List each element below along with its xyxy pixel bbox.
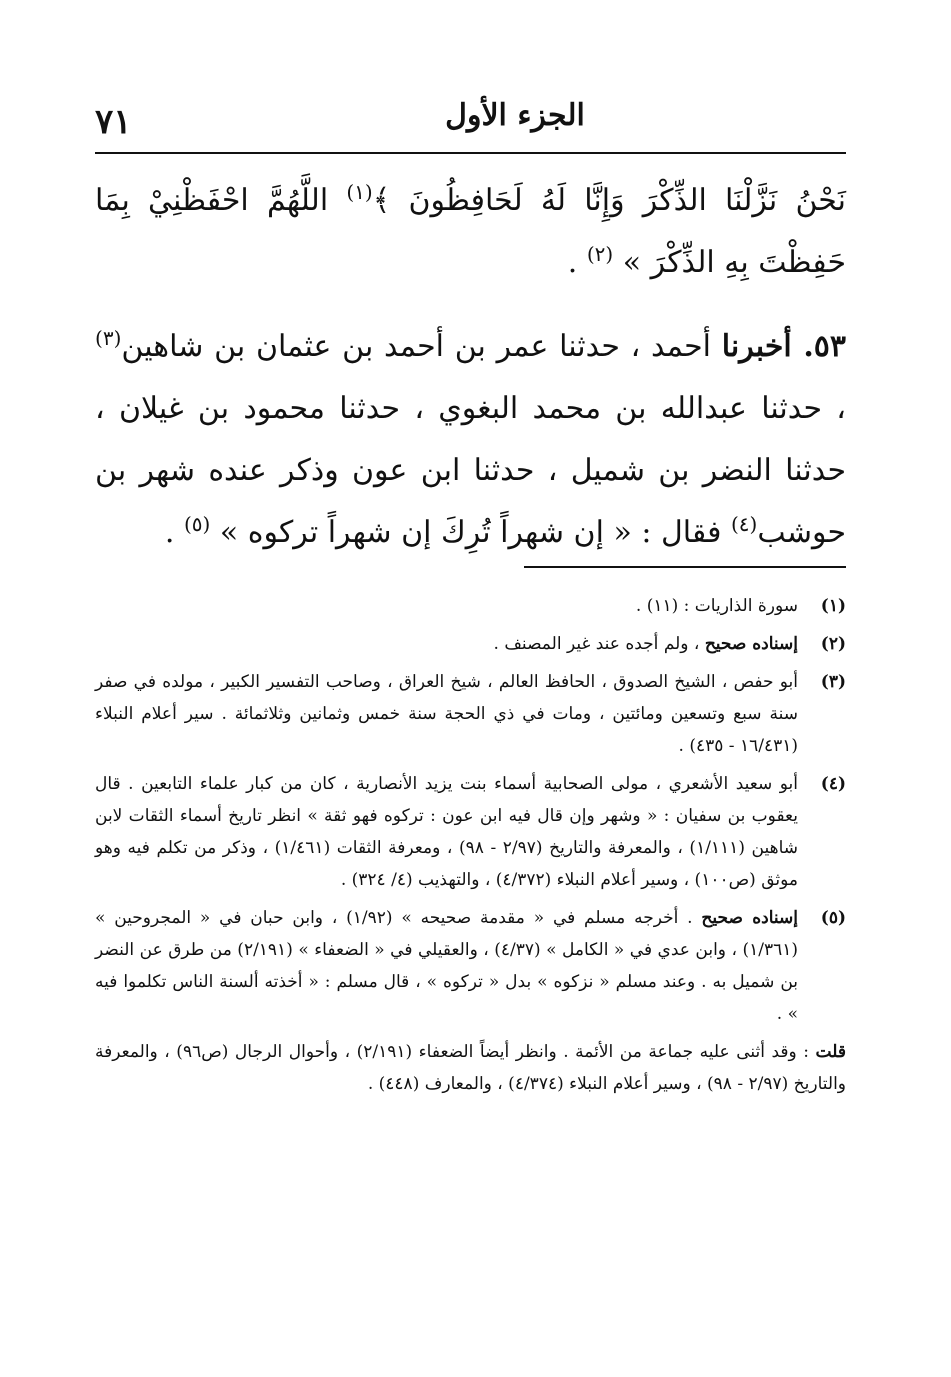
footnote-5 <box>95 902 846 1030</box>
footnote-text: . أخرجه مسلم في « مقدمة صحيحه » (١/٩٢) ، وابن حبان في « المجروحين » (١/٣٦١) ، وابن عدي في « الكامل » (٤/٣٧) ، والعقيلي في « الضعفاء » (٢/١٩١) من طرق عن النضر بن شميل به . وعند مسلم « نزكوه » بدل « تركوه » ، قال مسلم : « أخذته ألسنة الناس تكلموا فيه » . <box>95 908 798 1024</box>
hadith-end: . <box>164 515 184 550</box>
footnote-text: أبو حفص ، الشيخ الصدوق ، الحافظ العالم ، شيخ العراق ، وصاحب التفسير الكبير ، مولده في صفر سنة سبع وتسعين ومائتين ، ومات في ذي الحجة سنة خمس وثمانين وثلاثمائة . سير أعلام النبلاء (١٦/٤٣١ - ٤٣٥) . <box>95 672 798 756</box>
footnote-4 <box>95 768 846 896</box>
verse-end: . <box>567 245 587 280</box>
remark-lead: قلت <box>815 1042 846 1062</box>
remark-text: : وقد أثنى عليه جماعة من الأئمة . وانظر أيضاً الضعفاء (٢/١٩١) ، وأحوال الرجال (ص٩٦) ، والمعرفة والتاريخ (٢/٩٧ - ٩٨) ، وسير أعلام النبلاء (٤/٣٧٤) ، والمعارف (٤٤٨) . <box>95 1042 846 1094</box>
hadith-chain-1: أحمد ، حدثنا عمر بن أحمد بن عثمان بن شاهين <box>121 329 722 364</box>
hadith-matn: فقال : « إن شهراً تُرِكَ إن شهراً تركوه » <box>210 515 731 550</box>
hadith-lead: أخبرنا <box>721 329 804 364</box>
footnote-2 <box>95 628 846 660</box>
hadith-chain-2: ، حدثنا عبدالله بن محمد البغوي ، حدثنا محمود بن غيلان ، حدثنا النضر بن شميل ، حدثنا ابن عون وذكر عنده شهر بن حوشب <box>95 391 846 550</box>
footnote-bold: إسناده صحيح <box>704 634 798 654</box>
footnote-ref-3: (٣) <box>95 326 122 350</box>
header-divider <box>95 152 846 154</box>
verse-paragraph <box>95 170 846 294</box>
running-title: الجزء الأول <box>445 98 585 133</box>
footnote-divider <box>524 566 846 568</box>
footnote-ref-1: (١) <box>346 180 373 204</box>
footnote-bold: إسناده صحيح <box>701 908 798 928</box>
footnote-1 <box>95 590 846 622</box>
footnote-ref-4: (٤) <box>730 512 758 536</box>
page-number: ٧١ <box>95 102 132 142</box>
main-text <box>95 170 846 594</box>
footnote-3 <box>95 666 846 762</box>
footnote-ref-2: (٢) <box>586 242 614 266</box>
hadith-number: ٥٣. <box>803 329 846 364</box>
footnote-text: أبو سعيد الأشعري ، مولى الصحابية أسماء بنت يزيد الأنصارية ، كان من كبار علماء التابعين . قال يعقوب بن سفيان : « وشهر وإن قال فيه ابن عون : تركوه فهو ثقة » انظر تاريخ أسماء الثقات لابن شاهين (١/١١١) ، والمعرفة والتاريخ (٢/٩٧ - ٩٨) ، ومعرفة الثقات (١/٤٦١) ، وذكر من تكلم فيه وهو موثق (ص١٠٠) ، وسير أعلام النبلاء (٤/٣٧٢) ، والتهذيب (٤/ ٣٢٤) . <box>95 774 798 890</box>
supplication-text: اللَّهُمَّ احْفَظْنِيْ بِمَا حَفِظْتَ بِهِ الذِّكْرَ » <box>95 183 846 280</box>
footnote-marker: (٥) <box>820 908 846 928</box>
editor-remark <box>95 1036 846 1100</box>
footnote-text: ، ولم أجده عند غير المصنف . <box>493 634 705 654</box>
page-header <box>95 92 846 152</box>
hadith-paragraph <box>95 316 846 564</box>
footnote-marker: (٣) <box>820 672 846 692</box>
footnote-ref-5: (٥) <box>183 512 211 536</box>
footnote-text: سورة الذاريات : (١١) . <box>635 596 798 616</box>
footnotes <box>95 590 846 1100</box>
verse-text: نَحْنُ نَزَّلْنَا الذِّكْرَ وَإِنَّا لَهُ لَحَافِظُونَ ﴾ <box>372 183 846 218</box>
footnote-marker: (٢) <box>820 634 846 654</box>
footnote-marker: (٤) <box>820 774 846 794</box>
footnote-marker: (١) <box>820 596 846 616</box>
